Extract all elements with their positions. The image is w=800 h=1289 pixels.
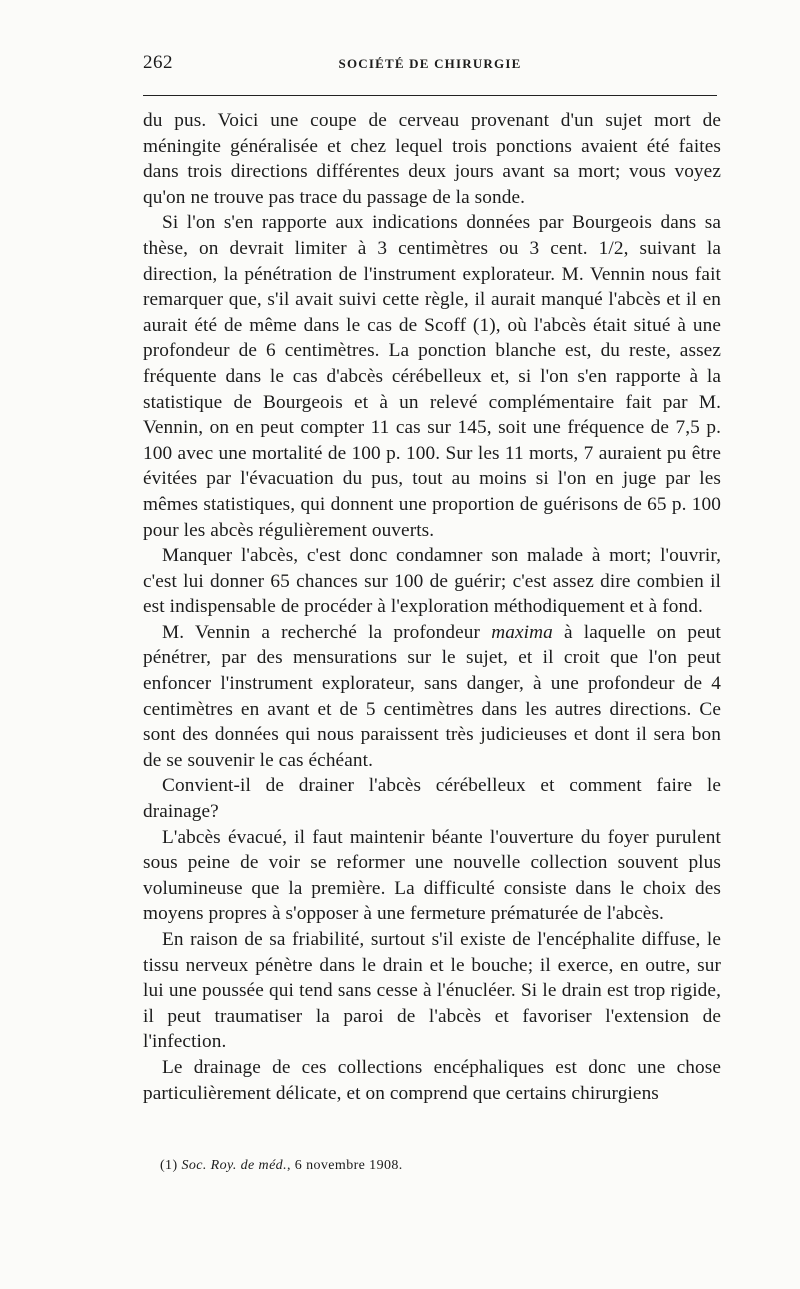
- paragraph-7: En raison de sa friabilité, surtout s'il existe de l'encéphalite diffuse, le tissu nerveux pénètre dans le drain et le bouche; il exerce, en outre, sur lui une poussée qui tend sans cesse à l'énucléer. Si le drain est trop rigide, il peut traumatiser la paroi de l'abcès et favoriser l'extension de l'infection.: [143, 929, 721, 1053]
- paragraph-5: Convient-il de drainer l'abcès cérébelleux et comment faire le drainage?: [143, 775, 721, 823]
- paragraph-2: Si l'on s'en rapporte aux indications données par Bourgeois dans sa thèse, on devrait limiter à 3 centimètres ou 3 cent. 1/2, suivant la direction, la pénétration de l'instrument explorateur. M. Vennin nous fait remarquer que, s'il avait suivi cette règle, il aurait manqué l'abcès et il en aurait été de même dans le cas de Scoff (1), où l'abcès était situé à une profondeur de 6 centimètres. La ponction blanche est, du reste, assez fréquente dans le cas d'abcès cérébelleux et, si l'on s'en rapporte à la statistique de Bourgeois et à un relevé complémentaire fait par M. Vennin, on en peut compter 11 cas sur 145, soit une fréquence de 7,5 p. 100 avec une mortalité de 100 p. 100. Sur les 11 morts, 7 auraient pu être évitées par l'évacuation du pus, tout au moins si l'on en juge par les mêmes statistiques, qui donnent une proportion de guérisons de 65 p. 100 pour les abcès régulièrement ouverts.: [143, 212, 721, 541]
- footnote-marker: (1): [160, 1158, 178, 1173]
- running-title: SOCIÉTÉ DE CHIRURGIE: [338, 56, 522, 71]
- paragraph-4-end: à laquelle on peut pénétrer, par des mensurations sur le sujet, et il croit que l'on peut enfoncer l'instrument explorateur, sans danger, à une profondeur de 4 centimètres en avant et de 5 centimètres dans les autres directions. Ce sont des données qui nous paraissent très judicieuses et dont il sera bon de se souvenir le cas échéant.: [143, 621, 721, 771]
- footnote-date: , 6 novembre 1908.: [286, 1158, 403, 1173]
- italic-term: maxima: [491, 621, 553, 643]
- paragraph-1: du pus. Voici une coupe de cerveau provenant d'un sujet mort de méningite généralisée et chez lequel trois ponctions avaient été faites dans trois directions différentes deux jours avant sa mort; vous voyez qu'on ne trouve pas trace du passage de la sonde.: [143, 110, 721, 208]
- paragraph-6: L'abcès évacué, il faut maintenir béante l'ouverture du foyer purulent sous peine de voir se reformer une nouvelle collection souvent plus volumineuse que la première. La difficulté consiste dans le choix des moyens propres à s'opposer à une fermeture prématurée de l'abcès.: [143, 826, 721, 925]
- paragraph-4: [143, 620, 721, 774]
- header-rule: [143, 95, 717, 96]
- page-header: [143, 52, 717, 80]
- body-text: [143, 108, 721, 1106]
- paragraph-8: Le drainage de ces collections encéphaliques est donc une chose particulièrement délicate, et on comprend que certains chirurgiens: [143, 1056, 721, 1104]
- paragraph-3: Manquer l'abcès, c'est donc condamner son malade à mort; l'ouvrir, c'est lui donner 65 chances sur 100 de guérir; c'est assez dire combien il est indispensable de procéder à l'exploration méthodiquement et à fond.: [143, 545, 721, 618]
- footnote: [160, 1158, 403, 1174]
- page-number: 262: [143, 52, 173, 73]
- footnote-source: Soc. Roy. de méd.: [181, 1158, 287, 1173]
- paragraph-4-start: M. Vennin a recherché la profondeur: [162, 621, 492, 643]
